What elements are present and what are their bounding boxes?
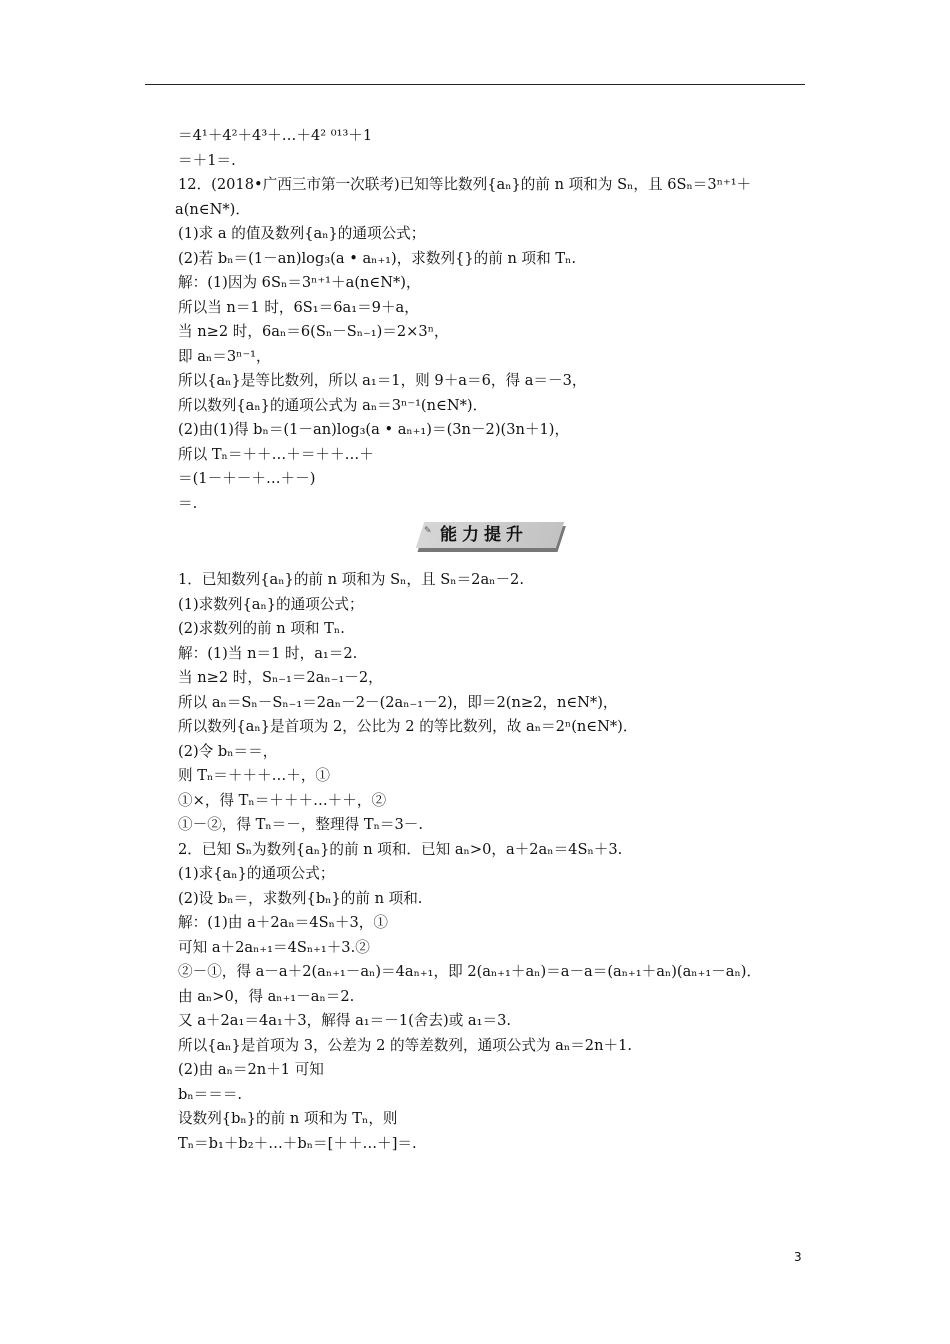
text-line: 由 aₙ>0，得 aₙ₊₁－aₙ＝2. [178,987,355,1005]
text-line: 12．(2018•广西三市第一次联考)已知等比数列{aₙ}的前 n 项和为 Sₙ，且 6Sₙ＝3ⁿ⁺¹＋ [178,176,752,193]
text-line: (2)令 bₙ＝＝， [178,742,278,760]
page-number: 3 [794,1250,802,1264]
header-rule [145,84,805,85]
text-line: 所以 Tₙ＝＋＋…＋＝＋＋…＋ [178,445,374,463]
text-line: 解：(1)当 n＝1 时，a₁＝2. [178,644,358,662]
page-content [175,124,818,1156]
text-line: (1)求{aₙ}的通项公式； [178,865,335,882]
text-block-top [175,124,818,516]
section-heading-text: 能力提升 [440,525,528,545]
text-line: 所以{aₙ}是等比数列，所以 a₁＝1，则 9＋a＝6，得 a＝－3， [178,372,587,389]
text-line: ①×，得 Tₙ＝＋＋＋…＋＋，② [178,791,387,809]
text-line: 可知 a＋2aₙ₊₁＝4Sₙ₊₁＋3.② [178,938,370,956]
heading-decor-icon: ✎ [424,526,432,536]
text-line: 设数列{bₙ}的前 n 项和为 Tₙ，则 [178,1110,398,1127]
text-line: (2)若 bₙ＝(1－an)log₃(a • aₙ₊₁)，求数列{}的前 n 项和 Tₙ. [178,249,577,267]
text-line: ＝4¹＋4²＋4³＋…＋4² ⁰¹³＋1 [178,127,373,144]
text-line: 解：(1)因为 6Sₙ＝3ⁿ⁺¹＋a(n∈N*)， [178,274,421,291]
text-block-bottom [178,568,818,1156]
text-line: ＝(1－＋－＋…＋－) [178,470,316,487]
text-line: (2)由 aₙ＝2n＋1 可知 [178,1061,324,1078]
text-line: 所以数列{aₙ}的通项公式为 aₙ＝3ⁿ⁻¹(n∈N*)． [178,396,488,414]
text-line: ①－②，得 Tₙ＝－，整理得 Tₙ＝3－. [178,816,424,833]
text-line: 所以数列{aₙ}是首项为 2，公比为 2 的等比数列，故 aₙ＝2ⁿ(n∈N*)． [178,718,638,735]
text-line: 解：(1)由 a＋2aₙ＝4Sₙ＋3，① [178,914,388,931]
text-line: 又 a＋2a₁＝4a₁＋3，解得 a₁＝－1(舍去)或 a₁＝3. [178,1012,511,1029]
text-line: a(n∈N*)． [175,200,250,218]
text-line: 所以当 n＝1 时，6S₁＝6a₁＝9＋a， [178,298,419,316]
text-line: (1)求 a 的值及数列{aₙ}的通项公式； [178,225,426,242]
text-line: 即 aₙ＝3ⁿ⁻¹， [178,347,271,365]
text-line: 则 Tₙ＝＋＋＋…＋，① [178,767,331,784]
text-line: 1．已知数列{aₙ}的前 n 项和为 Sₙ，且 Sₙ＝2aₙ－2. [178,571,524,588]
text-line: 当 n≥2 时，6aₙ＝6(Sₙ－Sₙ₋₁)＝2×3ⁿ， [178,323,449,340]
text-line: (1)求数列{aₙ}的通项公式； [178,595,364,613]
text-line: (2)求数列的前 n 项和 Tₙ. [178,620,345,637]
text-line: 所以{aₙ}是首项为 3，公差为 2 的等差数列，通项公式为 aₙ＝2n＋1. [178,1036,632,1054]
text-line: (2)由(1)得 bₙ＝(1－an)log₃(a • aₙ₊₁)＝(3n－2)(3n＋1)， [178,421,570,438]
text-line: bₙ＝＝＝. [178,1085,243,1103]
text-line: ②－①，得 a－a＋2(aₙ₊₁－aₙ)＝4aₙ₊₁，即 2(aₙ₊₁＋aₙ)＝a－a＝(aₙ₊₁＋aₙ)(aₙ₊₁－aₙ)． [178,963,762,980]
section-heading [178,518,818,556]
text-line: (2)设 bₙ＝，求数列{bₙ}的前 n 项和. [178,889,423,907]
text-line: 所以 aₙ＝Sₙ－Sₙ₋₁＝2aₙ－2－(2aₙ₋₁－2)，即＝2(n≥2，n∈N*)， [178,693,618,711]
text-line: ＝＋1＝. [178,151,236,169]
text-line: 2．已知 Sₙ为数列{aₙ}的前 n 项和．已知 aₙ>0，a＋2aₙ＝4Sₙ＋3. [178,840,623,858]
text-line: 当 n≥2 时，Sₙ₋₁＝2aₙ₋₁－2， [178,669,383,686]
text-line: ＝. [178,494,198,512]
text-line: Tₙ＝b₁＋b₂＋…＋bₙ＝[＋＋…＋]＝. [178,1134,417,1152]
